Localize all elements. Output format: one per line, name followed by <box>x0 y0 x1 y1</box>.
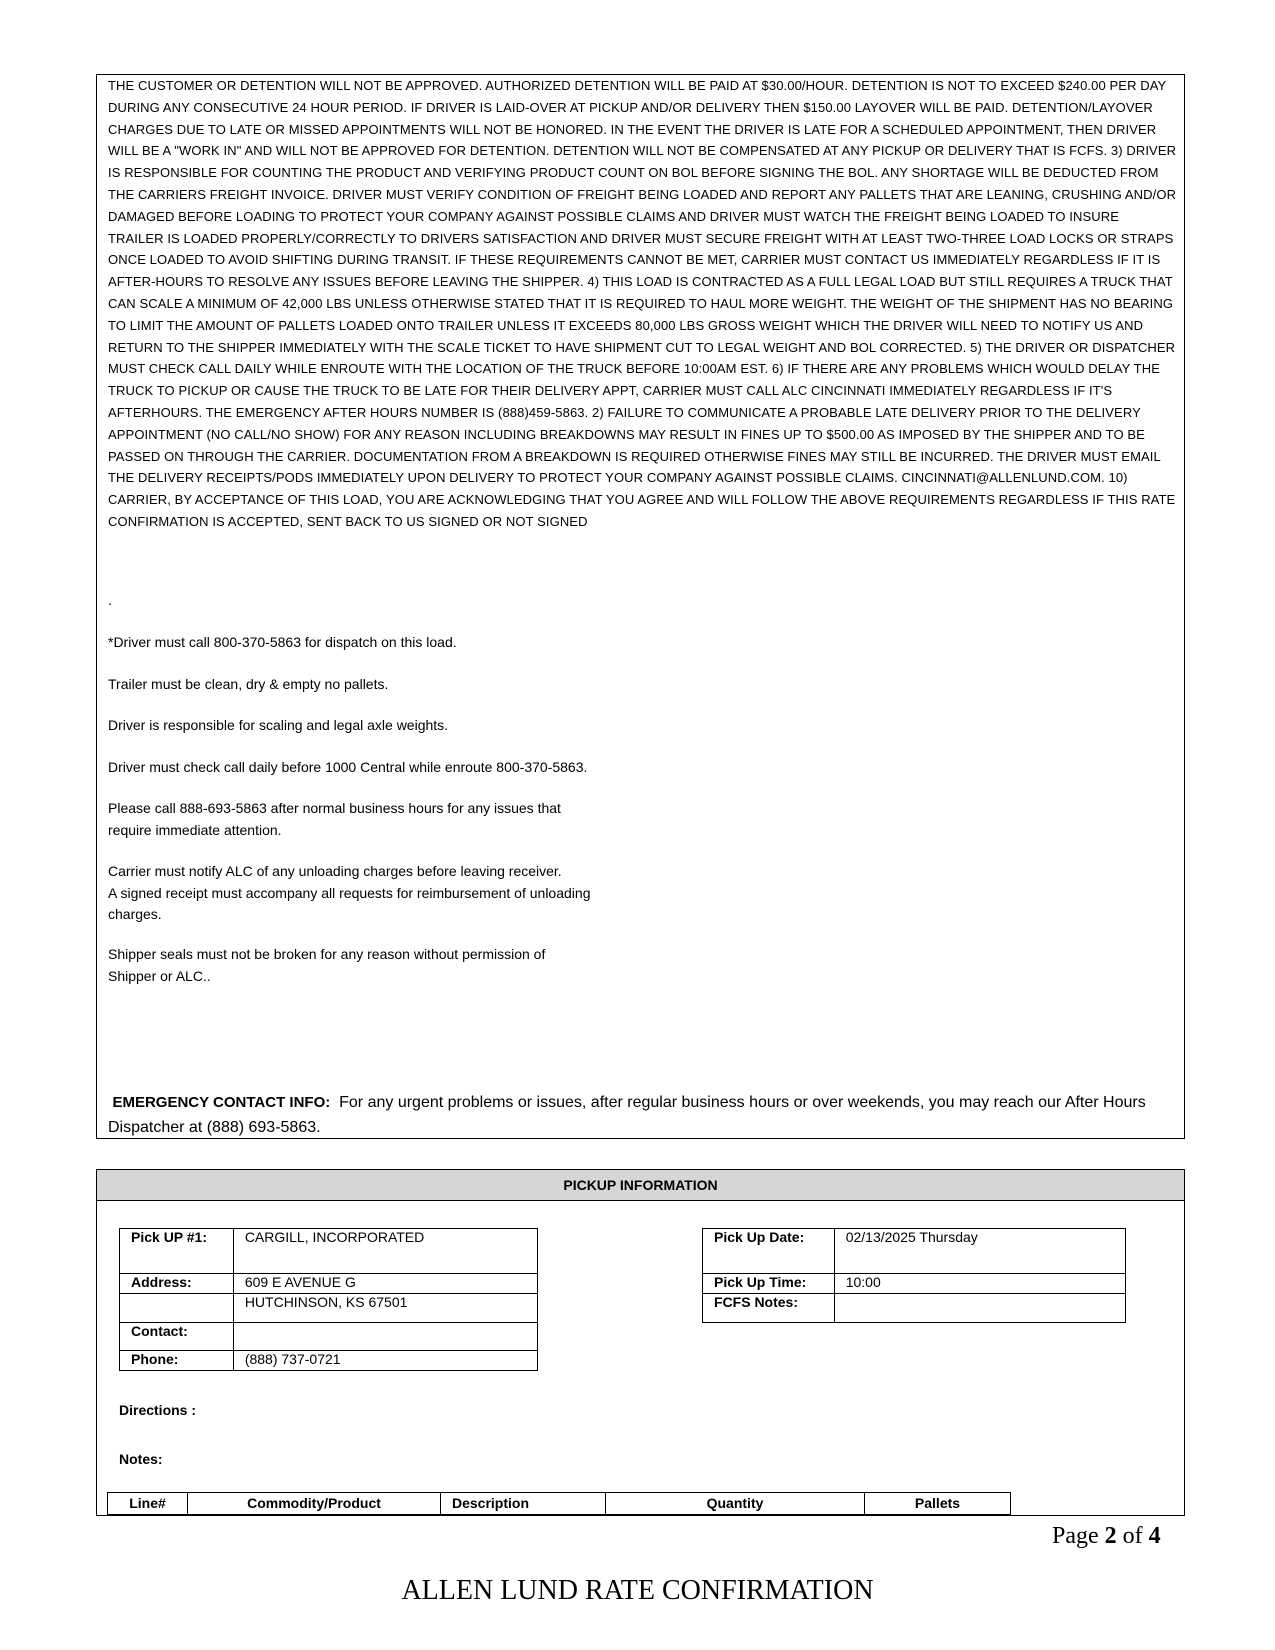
note-after-hours-line: require immediate attention. <box>108 821 282 838</box>
note-unloading-line: A signed receipt must accompany all requests for reimbursement of unloading <box>108 884 591 901</box>
terms-dot: . <box>108 592 112 608</box>
document-title-footer: ALLEN LUND RATE CONFIRMATION <box>401 1575 874 1606</box>
page-number <box>1052 1523 1161 1550</box>
pickup-schedule-table <box>702 1228 1126 1323</box>
pickup-section <box>96 1169 1185 1516</box>
note-after-hours <box>108 798 561 841</box>
note-seals-line: Shipper seals must not be broken for any reason without permission of <box>108 946 546 962</box>
page-of: of <box>1116 1523 1149 1549</box>
page-total: 4 <box>1148 1523 1161 1549</box>
phone-value: (888) 737-0721 <box>233 1351 537 1371</box>
terms-paragraph: THE CUSTOMER OR DETENTION WILL NOT BE APPROVED. AUTHORIZED DETENTION WILL BE PAID AT $30.00/HOUR. DETENTION IS NOT TO EXCEED $240.00 PER DAY DURING ANY CONSECUTIVE 24 HOUR PERIOD. IF DRIVER IS LAID-OVER AT PICKUP AND/OR DELIVERY THEN $150.00 LAYOVER WILL BE PAID. DETENTION/LAYOVER CHARGES DUE TO LATE OR MISSED APPOINTMENTS WILL NOT BE HONORED. IN THE EVENT THE DRIVER IS LATE FOR A SCHEDULED APPOINTMENT, THEN DRIVER WILL BE A "WORK IN" AND WILL NOT BE APPROVED FOR DETENTION. DETENTION WILL NOT BE COMPENSATED AT ANY PICKUP OR DELIVERY THAT IS FCFS. 3) DRIVER IS RESPONSIBLE FOR COUNTING THE PRODUCT AND VERIFYING PRODUCT COUNT ON BOL BEFORE SIGNING THE BOL. ANY SHORTAGE WILL BE DEDUCTED FROM THE CARRIERS FREIGHT INVOICE. DRIVER MUST VERIFY CONDITION OF FREIGHT BEING LOADED AND REPORT ANY PALLETS THAT ARE LEANING, CRUSHING AND/OR DAMAGED BEFORE LOADING TO PROTECT YOUR COMPANY AGAINST POSSIBLE CLAIMS AND DRIVER MUST WATCH THE FREIGHT BEING LOADED TO INSURE TRAILER IS LOADED PROPERLY/CORRECTLY TO DRIVERS SATISFACTION AND DRIVER MUST SECURE FREIGHT WITH AT LEAST TWO-THREE LOAD LOCKS OR STRAPS ONCE LOADED TO AVOID SHIFTING DURING TRANSIT. IF THESE REQUIREMENTS CANNOT BE MET, CARRIER MUST CONTACT US IMMEDIATELY REGARDLESS IF IT IS AFTER-HOURS TO RESOLVE ANY ISSUES BEFORE LEAVING THE SHIPPER. 4) THIS LOAD IS CONTRACTED AS A FULL LEGAL LOAD BUT STILL REQUIRES A TRUCK THAT CAN SCALE A MINIMUM OF 42,000 LBS UNLESS OTHERWISE STATED THAT IT IS REQUIRED TO HAUL MORE WEIGHT. THE WEIGHT OF THE SHIPMENT HAS NO BEARING TO LIMIT THE AMOUNT OF PALLETS LOADED ONTO TRAILER UNLESS IT EXCEEDS 80,000 LBS GROSS WEIGHT WHICH THE DRIVER WILL NEED TO NOTIFY US AND RETURN TO THE SHIPPER IMMEDIATELY WITH THE SCALE TICKET TO HAVE SHIPMENT CUT TO LEGAL WEIGHT AND BOL CORRECTED. 5) THE DRIVER OR DISPATCHER MUST CHECK CALL DAILY WHILE ENROUTE WITH THE LOCATION OF THE TRUCK BEFORE 10:00AM EST. 6) IF THERE ARE ANY PROBLEMS WHICH WOULD DELAY THE TRUCK TO PICKUP OR CAUSE THE TRUCK TO BE LATE FOR THEIR DELIVERY APPT, CARRIER MUST CALL ALC CINCINNATI IMMEDIATELY REGARDLESS IF IT'S AFTERHOURS. THE EMERGENCY AFTER HOURS NUMBER IS (888)459-5863. 2) FAILURE TO COMMUNICATE A PROBABLE LATE DELIVERY PRIOR TO THE DELIVERY APPOINTMENT (NO CALL/NO SHOW) FOR ANY REASON INCLUDING BREAKDOWNS MAY RESULT IN FINES UP TO $500.00 AS IMPOSED BY THE SHIPPER AND TO BE PASSED ON THROUGH THE CARRIER. DOCUMENTATION FROM A BREAKDOWN IS REQUIRED OTHERWISE FINES MAY STILL BE INCURRED. THE DRIVER MUST EMAIL THE DELIVERY RECEIPTS/PODS IMMEDIATELY UPON DELIVERY TO PROTECT YOUR COMPANY AGAINST POSSIBLE CLAIMS. CINCINNATI@ALLENLUND.COM. 10) CARRIER, BY ACCEPTANCE OF THIS LOAD, YOU ARE ACKNOWLEDGING THAT YOU AGREE AND WILL FOLLOW THE ABOVE REQUIREMENTS REGARDLESS IF THIS RATE CONFIRMATION IS ACCEPTED, SENT BACK TO US SIGNED OR NOT SIGNED <box>108 78 1177 529</box>
notes-label: Notes: <box>119 1451 163 1467</box>
note-unloading <box>108 861 590 926</box>
address-label: Address: <box>120 1274 234 1294</box>
address-line-1: 609 E AVENUE G <box>233 1274 537 1294</box>
terms-section <box>96 74 1185 1139</box>
emergency-contact-label: EMERGENCY CONTACT INFO: <box>112 1094 331 1111</box>
directions-label: Directions : <box>119 1402 197 1418</box>
commodity-header-line: Line# <box>108 1493 188 1515</box>
note-after-hours-line: Please call 888-693-5863 after normal business hours for any issues that <box>108 800 561 816</box>
commodity-header-pallets: Pallets <box>865 1493 1011 1515</box>
emergency-contact-text: For any urgent problems or issues, after regular business hours or over weekends, you may reach our After Hours Dispatcher at (888) 693-5863. <box>108 1094 1146 1136</box>
note-seals-line: Shipper or ALC.. <box>108 967 211 984</box>
address-line-2: HUTCHINSON, KS 67501 <box>233 1294 537 1323</box>
shipper-name: CARGILL, INCORPORATED <box>233 1229 537 1274</box>
shipper-table <box>119 1228 538 1371</box>
note-scaling: Driver is responsible for scaling and legal axle weights. <box>108 717 449 733</box>
phone-label: Phone: <box>120 1351 234 1371</box>
contact-label: Contact: <box>120 1323 234 1351</box>
pickup-time-value: 10:00 <box>834 1274 1125 1294</box>
note-unloading-line: Carrier must notify ALC of any unloading charges before leaving receiver. <box>108 863 562 879</box>
note-unloading-line: charges. <box>108 906 162 923</box>
pickup-heading: PICKUP INFORMATION <box>97 1170 1184 1201</box>
note-check-call: Driver must check call daily before 1000 Central while enroute 800-370-5863. <box>108 759 588 775</box>
pickup-date-label: Pick Up Date: <box>703 1229 835 1274</box>
page-current: 2 <box>1104 1523 1117 1549</box>
page-prefix: Page <box>1052 1523 1105 1549</box>
commodity-header-row <box>108 1493 1011 1515</box>
commodity-header-description: Description <box>441 1493 606 1515</box>
commodity-table <box>107 1492 1011 1515</box>
fcfs-notes-label: FCFS Notes: <box>703 1294 835 1323</box>
commodity-header-quantity: Quantity <box>606 1493 865 1515</box>
note-seals <box>108 944 545 987</box>
commodity-header-product: Commodity/Product <box>188 1493 441 1515</box>
fcfs-notes-value <box>834 1294 1125 1323</box>
note-dispatch: *Driver must call 800-370-5863 for dispatch on this load. <box>108 634 457 650</box>
pickup-number-label: Pick UP #1: <box>120 1229 234 1274</box>
emergency-contact <box>108 1091 1178 1140</box>
note-trailer: Trailer must be clean, dry & empty no pallets. <box>108 676 389 692</box>
pickup-date-value: 02/13/2025 Thursday <box>834 1229 1125 1274</box>
address-label-blank <box>120 1294 234 1323</box>
contact-value <box>233 1323 537 1351</box>
pickup-time-label: Pick Up Time: <box>703 1274 835 1294</box>
